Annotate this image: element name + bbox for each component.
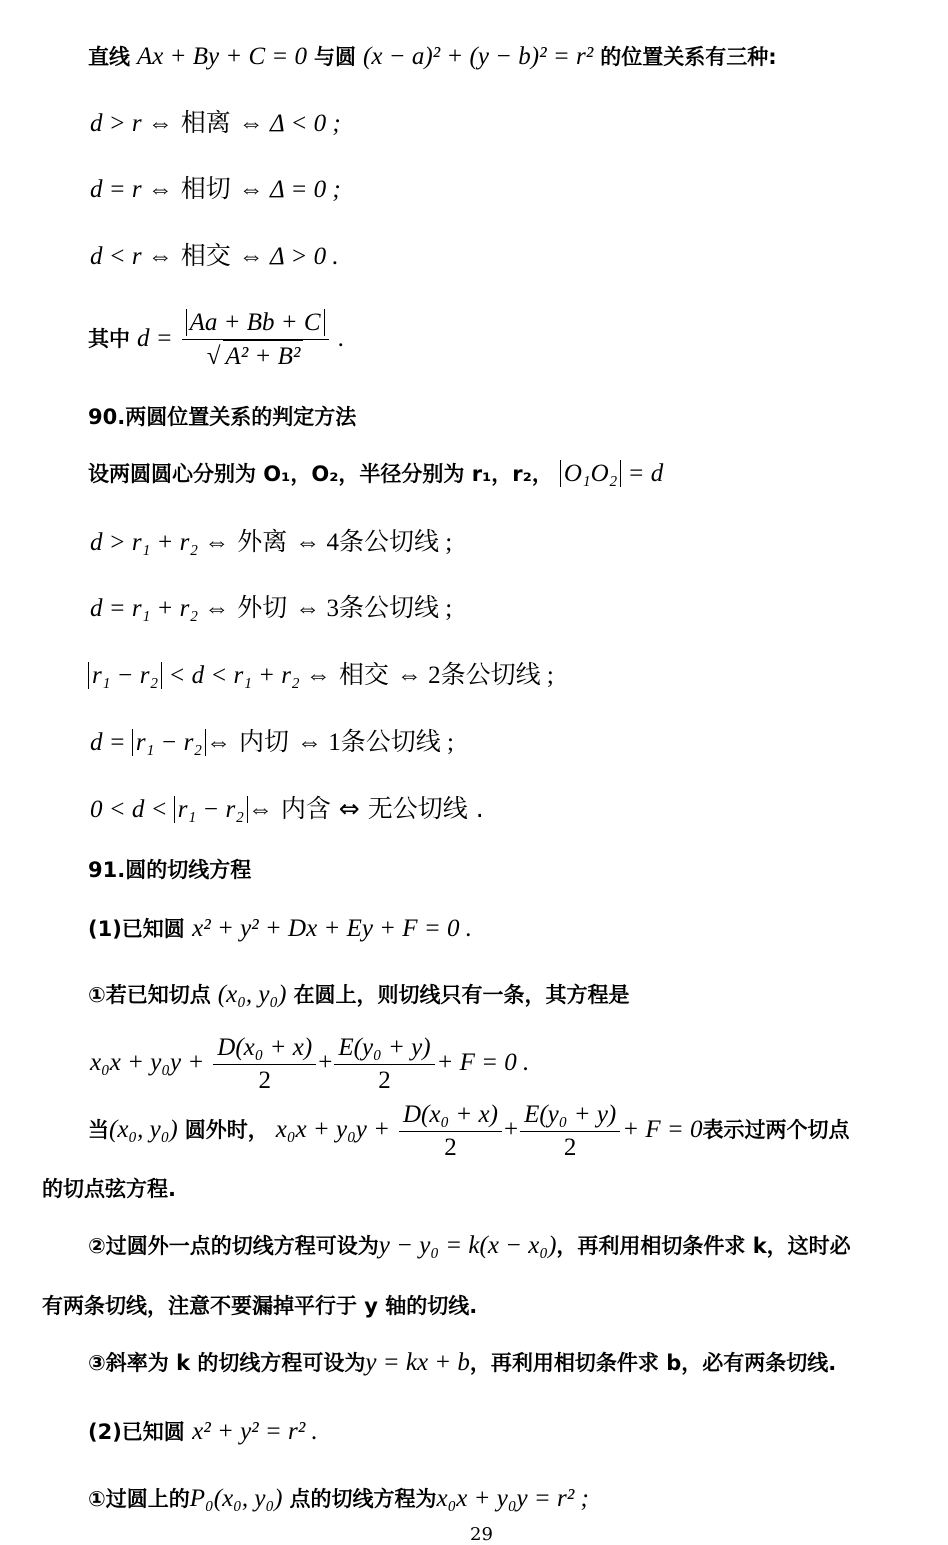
period: . (337, 325, 344, 352)
discriminant: ⇔ Δ < 0 ; (238, 110, 341, 137)
tangent-point: (x₀, y₀) (217, 981, 287, 1008)
case-internal-tangent (90, 727, 454, 759)
case-tangent (90, 174, 341, 206)
denominator: 2 (444, 1133, 457, 1161)
fraction-e (520, 1099, 620, 1164)
text: 直线 (88, 45, 130, 69)
condition: < d < r₁ + r₂ ⇔ (162, 662, 331, 689)
denominator: 2 (378, 1066, 391, 1094)
section-90-title: 90.两圆位置关系的判定方法 (88, 405, 357, 429)
slope-tangent (88, 1348, 836, 1379)
numerator: D(x₀ + x) (399, 1099, 502, 1132)
numerator: E(y₀ + y) (520, 1099, 620, 1132)
fraction-d (213, 1032, 316, 1097)
circle-standard-form (88, 1417, 318, 1448)
text: ，再利用相切条件求 b，必有两条切线. (469, 1351, 837, 1375)
case-separate (90, 108, 341, 140)
text: 其中 (88, 327, 130, 351)
text: (1)已知圆 (88, 917, 193, 941)
tangent-equation-general (90, 1028, 529, 1099)
text: 表示过两个切点 (702, 1118, 850, 1142)
condition-start: d = (90, 729, 132, 756)
text: (2)已知圆 (88, 1420, 193, 1444)
case-two-intersect (88, 660, 554, 692)
case-contained (90, 794, 484, 826)
relation-word: 相交 (330, 660, 397, 689)
text: ，再利用相切条件求 k，这时必 (556, 1234, 851, 1258)
section-91-title: 91.圆的切线方程 (88, 858, 252, 882)
text: 与圆 (314, 45, 357, 69)
discriminant: ⇔ Δ = 0 ; (238, 176, 341, 203)
equation: x₀x + y₀y = r² ; (436, 1485, 589, 1512)
term: x₀x + y₀y + (275, 1116, 390, 1143)
tangent-count: ⇔ 无公切线 . (338, 794, 484, 823)
text: 设两圆圆心分别为 O₁，O₂，半径分别为 r₁，r₂， (88, 462, 553, 486)
circle-equation: (x − a)² + (y − b)² = r² (363, 43, 594, 70)
chord-of-contact (88, 1095, 850, 1166)
fraction-e (334, 1032, 434, 1097)
center-distance: O₁O₂ (560, 460, 622, 487)
point-on-circle-tangent (88, 1484, 589, 1515)
plus: + (503, 1116, 519, 1143)
denominator: √ A² + B² (182, 340, 329, 373)
text: 圆外时， (184, 1118, 269, 1142)
equation: y − y₀ = k(x − x₀) (378, 1232, 557, 1259)
equation: y = kx + b (365, 1349, 470, 1376)
abs-difference: r₁ − r₂ (174, 796, 248, 823)
tangent-count: ⇔ 2条公切线 ; (396, 662, 554, 689)
numerator (182, 307, 329, 340)
equation: x² + y² = r² . (192, 1418, 318, 1445)
relation-word: 外切 (229, 593, 296, 622)
line-equation: Ax + By + C = 0 (137, 43, 308, 70)
condition: d < r ⇔ (90, 243, 173, 270)
numerator: E(y₀ + y) (334, 1032, 434, 1065)
term: + F = 0 (622, 1116, 703, 1143)
abs-difference: r₁ − r₂ (132, 729, 206, 756)
relation-word: 内切 (231, 727, 297, 756)
page-number: 29 (470, 1524, 493, 1545)
equals-d: = d (621, 460, 664, 487)
relation-word: 相离 (172, 108, 239, 137)
tangent-count: ⇔ 1条公切线 ; (297, 729, 454, 756)
term: x₀x + y₀y + (90, 1049, 205, 1076)
sqrt-content: A² + B² (223, 340, 304, 373)
two-circles-setup (88, 459, 663, 490)
tangent-count: ⇔ 3条公切线 ; (295, 595, 453, 622)
text: 在圆上，则切线只有一条，其方程是 (293, 983, 630, 1007)
chord-text: 的切点弦方程. (42, 1177, 176, 1201)
relation-word: 相交 (172, 241, 239, 270)
text: ①过圆上的 (88, 1487, 190, 1511)
point: (x₀, y₀) (109, 1116, 178, 1143)
distance-formula (88, 304, 344, 375)
text: 当 (88, 1118, 109, 1142)
tangent-count: ⇔ 4条公切线 ; (295, 529, 453, 556)
condition: d > r ⇔ (90, 110, 173, 137)
condition: d > r₁ + r₂ ⇔ (90, 529, 230, 556)
circle-general-form (88, 914, 472, 945)
text: 点的切线方程为 (289, 1487, 437, 1511)
abs-difference: r₁ − r₂ (88, 662, 162, 689)
condition: d = r₁ + r₂ ⇔ (90, 595, 230, 622)
text: ③斜率为 k 的切线方程可设为 (88, 1351, 366, 1375)
line-circle-position (88, 42, 777, 73)
case-external-separate (90, 527, 452, 559)
distance-symbol: d = (137, 325, 173, 352)
case-external-tangent (90, 593, 452, 625)
equivalent: ⇔ (206, 729, 232, 756)
point-on-circle (88, 980, 630, 1011)
fraction-d (399, 1099, 502, 1164)
relation-word: 外离 (229, 527, 296, 556)
discriminant: ⇔ Δ > 0 . (238, 243, 339, 270)
equivalent: ⇔ (247, 796, 273, 823)
condition: d = r ⇔ (90, 176, 173, 203)
plus: + (318, 1049, 333, 1076)
distance-fraction (182, 307, 329, 373)
condition-start: 0 < d < (90, 796, 174, 823)
numerator: D(x₀ + x) (213, 1032, 316, 1065)
text: ②过圆外一点的切线方程可设为 (88, 1234, 379, 1258)
two-tangents-note: 有两条切线，注意不要漏掉平行于 y 轴的切线. (42, 1294, 478, 1318)
equation: x² + y² + Dx + Ey + F = 0 . (192, 915, 472, 942)
denominator: 2 (258, 1066, 271, 1094)
case-intersect (90, 241, 339, 273)
text: 的位置关系有三种: (600, 45, 777, 69)
relation-word: 内含 (272, 794, 339, 823)
term: + F = 0 . (436, 1049, 530, 1076)
point: P₀(x₀, y₀) (189, 1485, 283, 1512)
denominator: 2 (563, 1133, 577, 1161)
abs-value: Aa + Bb + C (186, 309, 325, 336)
external-point-tangent (88, 1231, 851, 1262)
relation-word: 相切 (172, 174, 239, 203)
text: ①若已知切点 (88, 983, 211, 1007)
